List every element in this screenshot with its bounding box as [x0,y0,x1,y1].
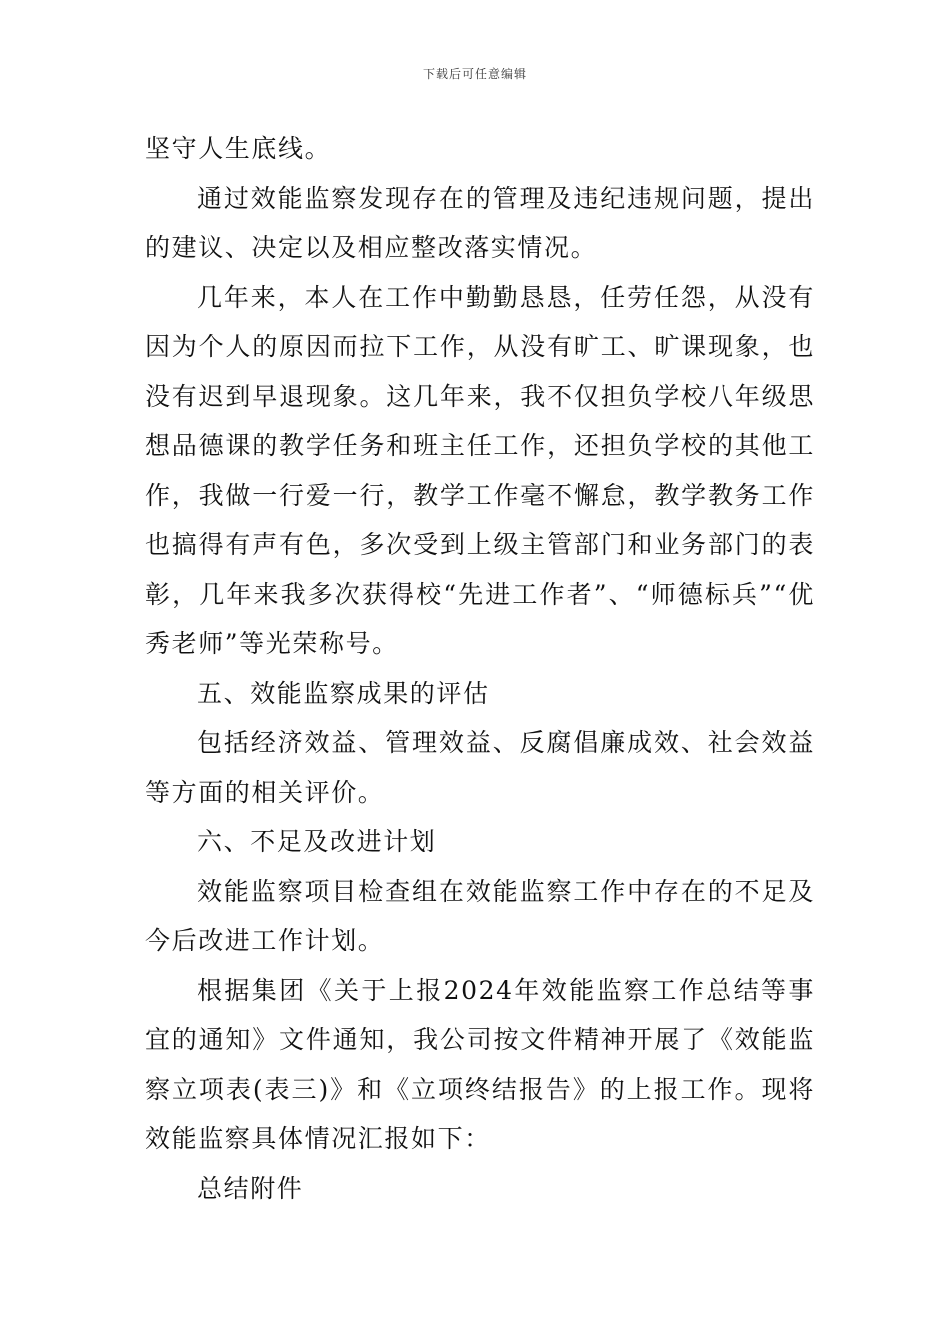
paragraph-improvement: 效能监察项目检查组在效能监察工作中存在的不足及今后改进工作计划。 [145,876,815,955]
paragraph-bottom-line: 坚守人生底线。 [145,134,332,163]
section-heading-improvement: 六、不足及改进计划 [197,827,437,856]
section-heading-evaluation: 五、效能监察成果的评估 [197,678,490,708]
paragraph-report-notice: 根据集团《关于上报2024年效能监察工作总结等事宜的通知》文件通知，我公司按文件精神开展了《效能监察立项表(表三)》和《立项终结报告》的上报工作。现将效能监察具体情况汇报如下： [145,975,815,1153]
page-header: 下载后可任意编辑 [422,67,527,81]
paragraph-work-record: 几年来，本人在工作中勤勤恳恳，任劳任怨，从没有因为个人的原因而拉下工作，从没有旷工、旷课现象，也没有迟到早退现象。这几年来，我不仅担负学校八年级思想品德课的教学任务和班主任工作，还担负学校的其他工作，我做一行爱一行，教学工作毫不懈怠，教学教务工作也搞得有声有色，多次受到上级主管部门和业务部门的表彰，几年来我多次获得校“先进工作者”、“师德标兵”“优秀老师”等光荣称号。 [145,282,815,658]
paragraph-problems-found: 通过效能监察发现存在的管理及违纪违规问题，提出的建议、决定以及相应整改落实情况。 [145,183,815,262]
paragraph-evaluation: 包括经济效益、管理效益、反腐倡廉成效、社会效益等方面的相关评价。 [145,728,815,807]
document-body [145,124,815,1213]
paragraph-attachment: 总结附件 [197,1173,304,1203]
